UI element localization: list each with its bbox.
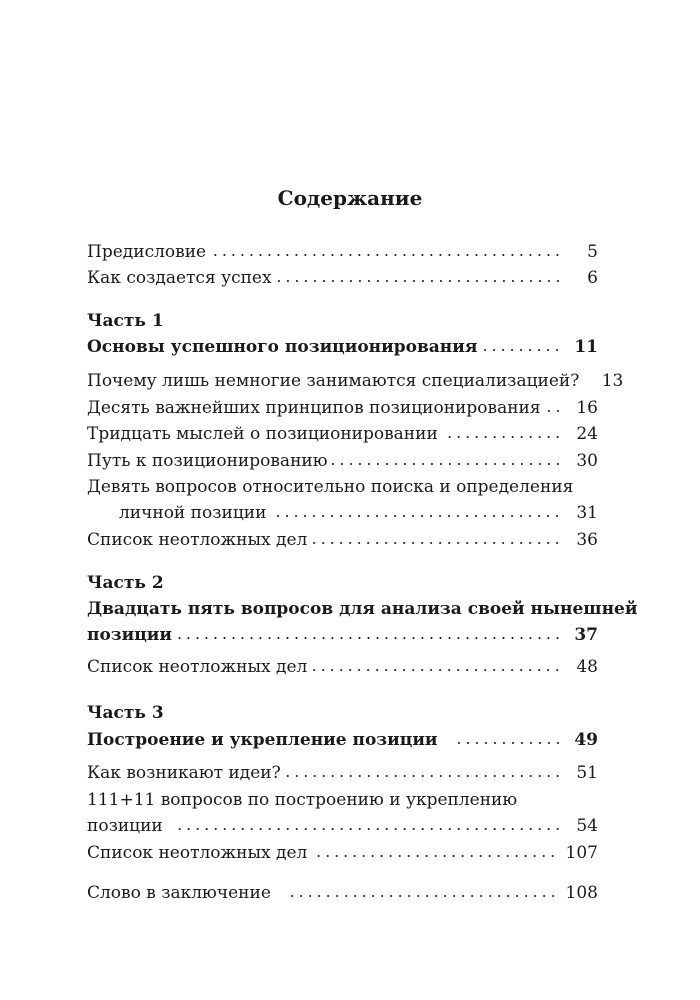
toc-heading-title: Построение и укрепление позиции bbox=[87, 730, 438, 750]
toc-entry-preface[interactable] bbox=[87, 239, 598, 265]
toc-entry-line1[interactable]: Девять вопросов относительно поиска и определения bbox=[87, 477, 574, 497]
toc-heading-title: Основы успешного позиционирования bbox=[87, 337, 478, 357]
toc-entry[interactable] bbox=[87, 421, 598, 447]
toc-entry-title: Как возникают идеи? bbox=[87, 763, 281, 783]
toc-entry[interactable] bbox=[87, 840, 598, 866]
dot-leader bbox=[177, 814, 562, 831]
toc-page-number: 108 bbox=[565, 883, 598, 903]
toc-entry[interactable] bbox=[87, 760, 598, 786]
dot-leader bbox=[442, 422, 562, 439]
toc-entry-title: личной позиции bbox=[119, 503, 267, 523]
toc-entry-title: Слово в заключение bbox=[87, 883, 271, 903]
dot-leader bbox=[285, 881, 558, 898]
toc-entry[interactable] bbox=[87, 813, 598, 839]
toc-entry[interactable] bbox=[87, 654, 598, 680]
part-2-heading[interactable] bbox=[87, 622, 598, 648]
part-1-label: Часть 1 bbox=[87, 311, 164, 331]
toc-page-number: 30 bbox=[576, 451, 598, 471]
toc-entry[interactable] bbox=[87, 368, 624, 394]
dot-leader bbox=[270, 501, 562, 518]
toc-entry-line1[interactable]: 111+11 вопросов по построению и укреплению bbox=[87, 790, 518, 810]
part-2-label: Часть 2 bbox=[87, 573, 164, 593]
toc-page-number: 13 bbox=[601, 371, 624, 391]
dot-leader bbox=[276, 266, 562, 283]
toc-page-number: 6 bbox=[587, 268, 598, 288]
toc-page-number: 54 bbox=[576, 816, 598, 836]
part-1-heading[interactable] bbox=[87, 334, 598, 360]
dot-leader bbox=[174, 623, 562, 640]
toc-page-number: 16 bbox=[576, 398, 598, 418]
dot-leader bbox=[545, 396, 562, 413]
toc-entry-title: Список неотложных дел bbox=[87, 530, 308, 550]
toc-page-number: 36 bbox=[576, 530, 598, 550]
toc-entry-title: Список неотложных дел bbox=[87, 843, 308, 863]
toc-entry-title: Почему лишь немногие занимаются специализацией? bbox=[87, 371, 580, 391]
toc-entry-title: Тридцать мыслей о позиционировании bbox=[87, 424, 438, 444]
toc-page-number: 51 bbox=[576, 763, 598, 783]
part-3-label: Часть 3 bbox=[87, 703, 164, 723]
toc-entry-title: Список неотложных дел bbox=[87, 657, 308, 677]
part-3-heading[interactable] bbox=[87, 727, 598, 753]
toc-page-number: 49 bbox=[574, 730, 598, 750]
dot-leader bbox=[452, 728, 562, 745]
toc-entry-title: Предисловие bbox=[87, 242, 207, 262]
dot-leader bbox=[311, 528, 562, 545]
toc-page-number: 48 bbox=[576, 657, 598, 677]
dot-leader bbox=[285, 761, 562, 778]
toc-entry[interactable] bbox=[87, 527, 598, 553]
toc-entry[interactable] bbox=[87, 395, 598, 421]
toc-entry-title: Как создается успех bbox=[87, 268, 272, 288]
toc-page-number: 5 bbox=[587, 242, 598, 262]
toc-title: Содержание bbox=[277, 186, 423, 210]
dot-leader bbox=[311, 841, 557, 858]
toc-page-number: 107 bbox=[565, 843, 598, 863]
toc-entry-success[interactable] bbox=[87, 265, 598, 291]
toc-entry-title: Путь к позиционированию bbox=[87, 451, 328, 471]
toc-heading-title: позиции bbox=[87, 625, 173, 645]
toc-page-number: 11 bbox=[574, 337, 598, 357]
toc-page-number: 31 bbox=[576, 503, 598, 523]
dot-leader bbox=[311, 655, 562, 672]
toc-entry[interactable] bbox=[87, 500, 598, 526]
dot-leader bbox=[481, 335, 562, 352]
dot-leader bbox=[210, 240, 562, 257]
toc-entry-closing[interactable] bbox=[87, 880, 598, 906]
toc-page-number: 24 bbox=[576, 424, 598, 444]
toc-entry[interactable] bbox=[87, 448, 598, 474]
toc-entry-title: Десять важнейших принципов позиционирования bbox=[87, 398, 541, 418]
part-2-heading-line1[interactable]: Двадцать пять вопросов для анализа своей нынешней bbox=[87, 599, 638, 619]
dot-leader bbox=[332, 449, 562, 466]
toc-entry-title: позиции bbox=[87, 816, 163, 836]
toc-page-number: 37 bbox=[574, 625, 598, 645]
